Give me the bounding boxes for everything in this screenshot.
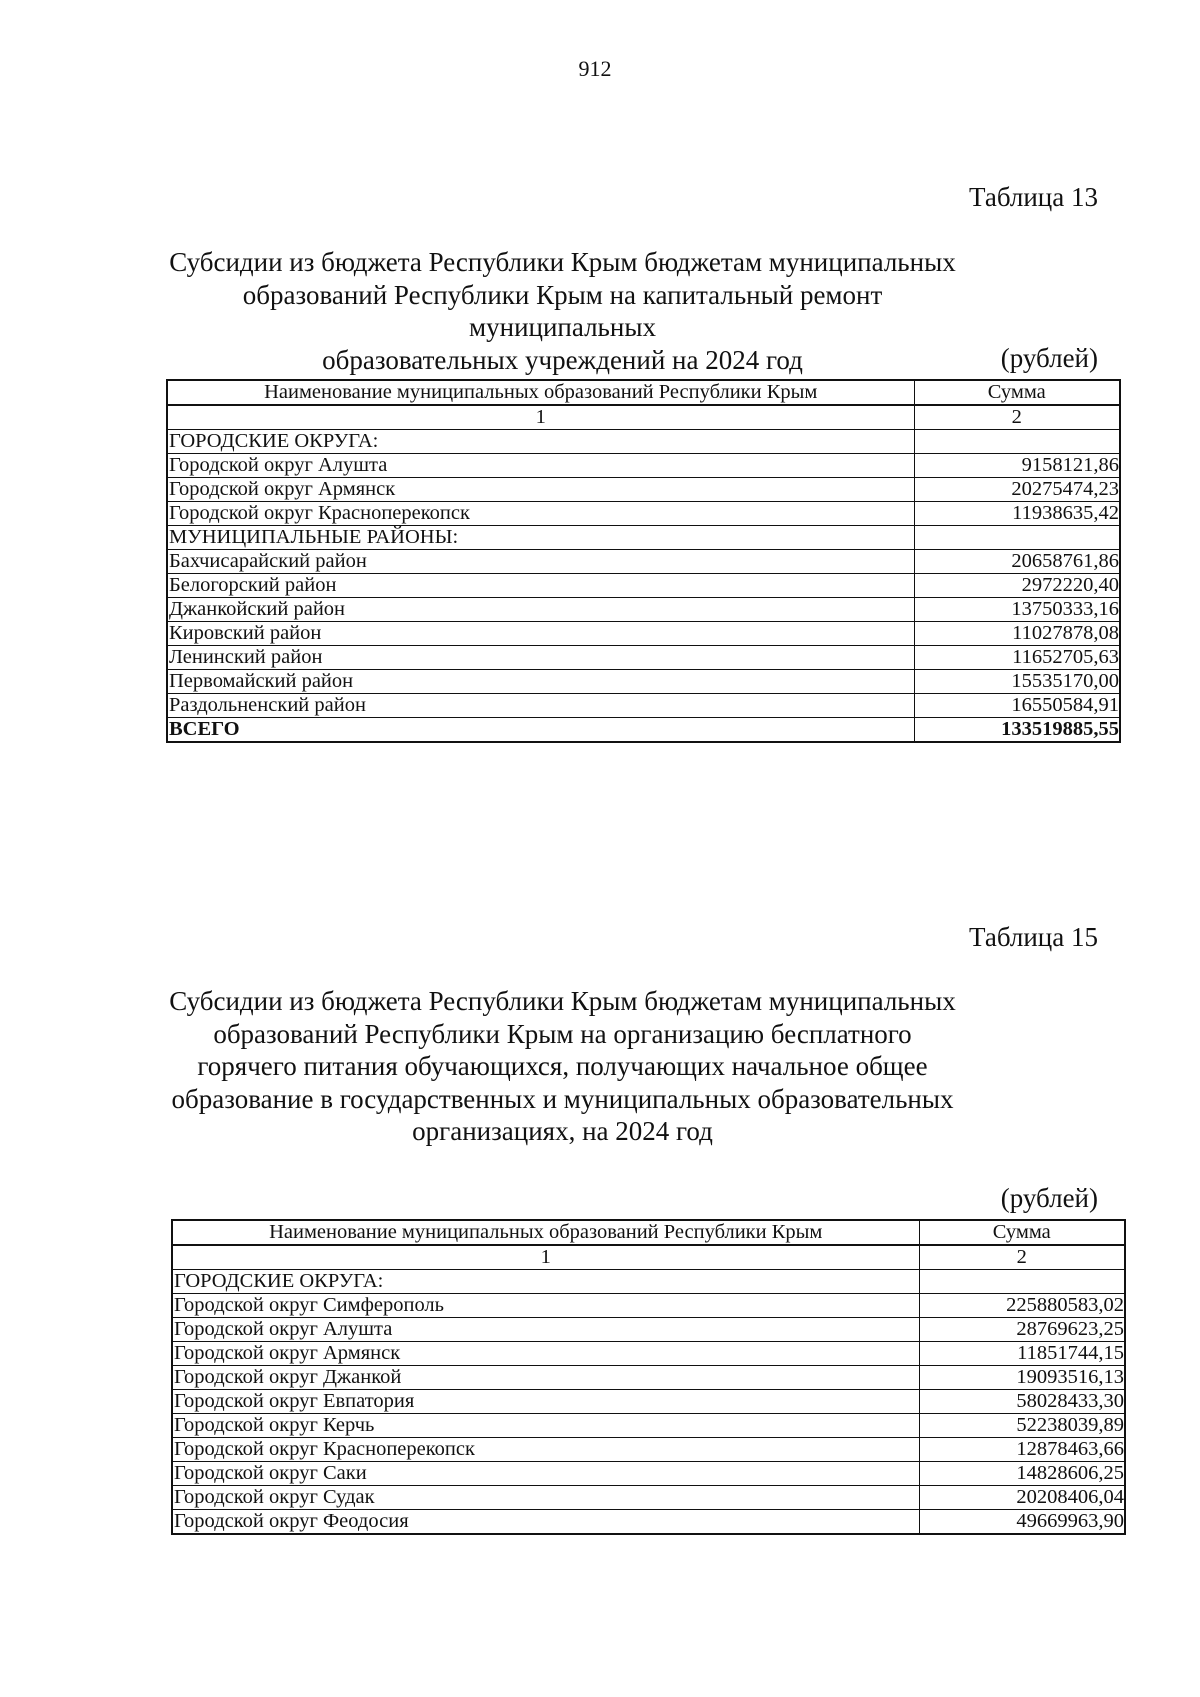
table15-unit: (рублей) <box>1000 1183 1098 1213</box>
table-row <box>172 1510 1125 1535</box>
row-name: Белогорский район <box>167 574 914 598</box>
page-number: 912 <box>578 56 612 81</box>
row-amount: 11027878,08 <box>914 622 1120 646</box>
column-number: 1 <box>167 405 914 430</box>
table15-title-line: Субсидии из бюджета Республики Крым бюджетам муниципальных <box>169 986 956 1016</box>
column-number: 2 <box>919 1245 1125 1270</box>
table-row <box>172 1294 1125 1318</box>
row-amount: 15535170,00 <box>914 670 1120 694</box>
row-name: ГОРОДСКИЕ ОКРУГА: <box>172 1270 919 1294</box>
row-amount: 20658761,86 <box>914 550 1120 574</box>
table-row <box>172 1414 1125 1438</box>
table15 <box>171 1219 1126 1535</box>
header-amount: Сумма <box>919 1220 1125 1245</box>
row-amount: 20208406,04 <box>919 1486 1125 1510</box>
row-name: Раздольненский район <box>167 694 914 718</box>
table13-title <box>150 246 975 376</box>
row-amount <box>919 1270 1125 1294</box>
column-number-row <box>172 1245 1125 1270</box>
row-amount <box>914 430 1120 454</box>
total-label: ВСЕГО <box>167 718 914 743</box>
row-name: Городской округ Красноперекопск <box>167 502 914 526</box>
table-row <box>167 646 1120 670</box>
row-name: Городской округ Симферополь <box>172 1294 919 1318</box>
row-name: Городской округ Феодосия <box>172 1510 919 1535</box>
table13-title-line: образований Республики Крым на капитальный ремонт муниципальных <box>242 279 883 342</box>
row-name: МУНИЦИПАЛЬНЫЕ РАЙОНЫ: <box>167 526 914 550</box>
row-amount: 19093516,13 <box>919 1366 1125 1390</box>
table-row <box>172 1342 1125 1366</box>
table-row <box>172 1486 1125 1510</box>
table-row <box>167 694 1120 718</box>
table15-title-line: образований Республики Крым на организацию бесплатного <box>213 1018 912 1049</box>
table13-title-line: образовательных учреждений на 2024 год <box>322 344 803 375</box>
row-amount: 20275474,23 <box>914 478 1120 502</box>
table13-title-line: Субсидии из бюджета Республики Крым бюджетам муниципальных <box>169 247 956 277</box>
row-amount: 11652705,63 <box>914 646 1120 670</box>
row-amount: 16550584,91 <box>914 694 1120 718</box>
table15-label: Таблица 15 <box>969 922 1098 952</box>
row-amount: 49669963,90 <box>919 1510 1125 1535</box>
row-name: Джанкойский район <box>167 598 914 622</box>
table-row <box>167 454 1120 478</box>
row-name: Городской округ Судак <box>172 1486 919 1510</box>
row-amount: 225880583,02 <box>919 1294 1125 1318</box>
row-name: Городской округ Евпатория <box>172 1390 919 1414</box>
table15-title-line: организациях, на 2024 год <box>412 1116 713 1146</box>
row-amount: 28769623,25 <box>919 1318 1125 1342</box>
header-name: Наименование муниципальных образований Республики Крым <box>172 1220 919 1245</box>
total-amount: 133519885,55 <box>914 718 1120 743</box>
table13 <box>166 379 1121 743</box>
row-name: Кировский район <box>167 622 914 646</box>
row-name: ГОРОДСКИЕ ОКРУГА: <box>167 430 914 454</box>
table-row <box>172 1462 1125 1486</box>
row-amount: 12878463,66 <box>919 1438 1125 1462</box>
row-amount: 11851744,15 <box>919 1342 1125 1366</box>
table13-unit: (рублей) <box>1000 343 1098 373</box>
table15-title <box>150 985 975 1148</box>
table-row <box>172 1318 1125 1342</box>
table13-label: Таблица 13 <box>969 182 1098 212</box>
table-row <box>167 430 1120 454</box>
row-name: Городской округ Красноперекопск <box>172 1438 919 1462</box>
table-row <box>167 622 1120 646</box>
table-header-row <box>172 1220 1125 1245</box>
row-name: Городской округ Армянск <box>172 1342 919 1366</box>
row-amount <box>914 526 1120 550</box>
column-number: 2 <box>914 405 1120 430</box>
row-name: Городской округ Армянск <box>167 478 914 502</box>
table-row <box>172 1366 1125 1390</box>
row-amount: 14828606,25 <box>919 1462 1125 1486</box>
row-amount: 11938635,42 <box>914 502 1120 526</box>
table-row <box>172 1270 1125 1294</box>
row-name: Первомайский район <box>167 670 914 694</box>
column-number: 1 <box>172 1245 919 1270</box>
table-row <box>167 670 1120 694</box>
row-name: Городской округ Алушта <box>172 1318 919 1342</box>
table-row <box>172 1390 1125 1414</box>
table-row <box>167 598 1120 622</box>
table15-title-line: горячего питания обучающихся, получающих начальное общее <box>197 1051 928 1081</box>
table-row <box>172 1438 1125 1462</box>
row-name: Ленинский район <box>167 646 914 670</box>
row-name: Городской округ Керчь <box>172 1414 919 1438</box>
row-amount: 9158121,86 <box>914 454 1120 478</box>
row-amount: 13750333,16 <box>914 598 1120 622</box>
row-amount: 58028433,30 <box>919 1390 1125 1414</box>
table-row <box>167 502 1120 526</box>
row-amount: 52238039,89 <box>919 1414 1125 1438</box>
row-name: Городской округ Алушта <box>167 454 914 478</box>
row-amount: 2972220,40 <box>914 574 1120 598</box>
table-total-row <box>167 718 1120 743</box>
row-name: Бахчисарайский район <box>167 550 914 574</box>
table-row <box>167 526 1120 550</box>
header-amount: Сумма <box>914 380 1120 405</box>
header-name: Наименование муниципальных образований Республики Крым <box>167 380 914 405</box>
table-row <box>167 478 1120 502</box>
table-row <box>167 550 1120 574</box>
table-header-row <box>167 380 1120 405</box>
row-name: Городской округ Джанкой <box>172 1366 919 1390</box>
row-name: Городской округ Саки <box>172 1462 919 1486</box>
column-number-row <box>167 405 1120 430</box>
table15-title-line: образование в государственных и муниципальных образовательных <box>171 1083 954 1114</box>
table-row <box>167 574 1120 598</box>
